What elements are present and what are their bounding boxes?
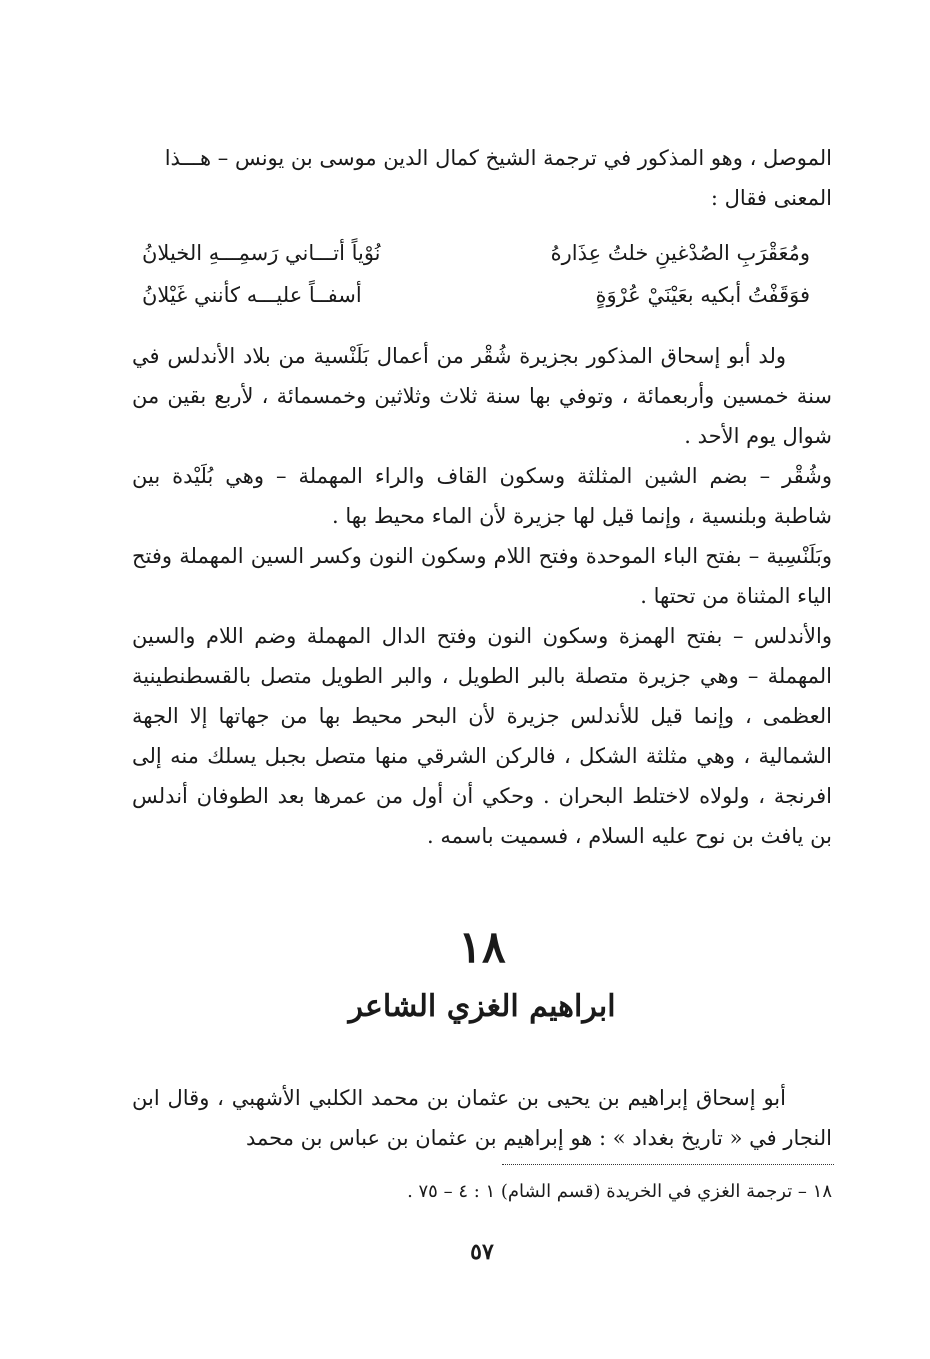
lead-line-2: المعنى فقال : xyxy=(710,186,832,210)
verse-second-hemistich: نُوْياً أتـــاني رَسمِـــهِ الخيلانُ xyxy=(142,241,381,265)
paragraph-birth-death: ولد أبو إسحاق المذكور بجزيرة شُقْر من أعمال بَلَنْسية من بلاد الأندلس في سنة خمسين وأربعمائة ، وتوفي بها سنة ثلاث وثلاثين وخمسمائة ، لأربع بقين من شوال يوم الأحد . xyxy=(132,344,832,448)
paragraph-shuqr: وشُقْر – بضم الشين المثلثة وسكون القاف والراء المهملة – وهي بُلَيْدة بين شاطبة وبلنسية ، وإنما قيل لها جزيرة لأن الماء محيط بها . xyxy=(132,464,832,528)
verse-first-hemistich: ومُعَقْرَبِ الصُدْغينِ خلتُ عِذَارهُ xyxy=(550,241,810,265)
paragraph-valencia: وبَلَنْسِية – بفتح الباء الموحدة وفتح اللام وسكون النون وكسر السين المهملة وفتح الياء المثناة من تحتها . xyxy=(132,544,832,608)
verse-line xyxy=(132,232,832,274)
poem-verses xyxy=(132,232,832,316)
lead-line-1: الموصل ، وهو المذكور في ترجمة الشيخ كمال الدين موسى بن يونس – هـــذا xyxy=(164,146,832,170)
lead-paragraph xyxy=(132,138,832,218)
verse-first-hemistich: فوَقَفْتُ أبكيه بعَيْنَيْ عُرْوَةٍ xyxy=(595,283,810,307)
verse-second-hemistich: أسفــاً عليـــه كأنني غَيْلانُ xyxy=(142,283,362,307)
footnote-divider xyxy=(502,1164,834,1165)
page-number: ٥٧ xyxy=(470,1239,494,1265)
entry-paragraph-block xyxy=(132,1078,832,1158)
section-title: ابراهيم الغزي الشاعر xyxy=(348,989,616,1024)
entry-paragraph: أبو إسحاق إبراهيم بن يحيى بن عثمان بن محمد الكلبي الأشهبي ، وقال ابن النجار في « تاريخ بغداد » : هو إبراهيم بن عثمان بن عباس بن محمد xyxy=(132,1086,832,1150)
section-number: ١٨ xyxy=(458,922,506,973)
paragraph-andalus: والأندلس – بفتح الهمزة وسكون النون وفتح الدال المهملة وضم اللام والسين المهملة – وهي جزيرة متصلة بالبر الطويل ، والبر الطويل متصل بالقسطنطينية العظمى ، وإنما قيل للأندلس جزيرة لأن البحر محيط بها من جهاتها إلا الجهة الشمالية ، وهي مثلثة الشكل ، فالركن الشرقي منها متصل بجبل يسلك منه إلى افرنجة ، ولولاه لاختلط البحران . وحكي أن أول من عمرها بعد الطوفان أندلس بن يافث بن نوح عليه السلام ، فسميت باسمه . xyxy=(132,624,832,848)
verse-line xyxy=(132,274,832,316)
footnote: ١٨ – ترجمة الغزي في الخريدة (قسم الشام) ١ : ٤ – ٧٥ . xyxy=(407,1181,832,1202)
biography-body xyxy=(132,336,832,856)
